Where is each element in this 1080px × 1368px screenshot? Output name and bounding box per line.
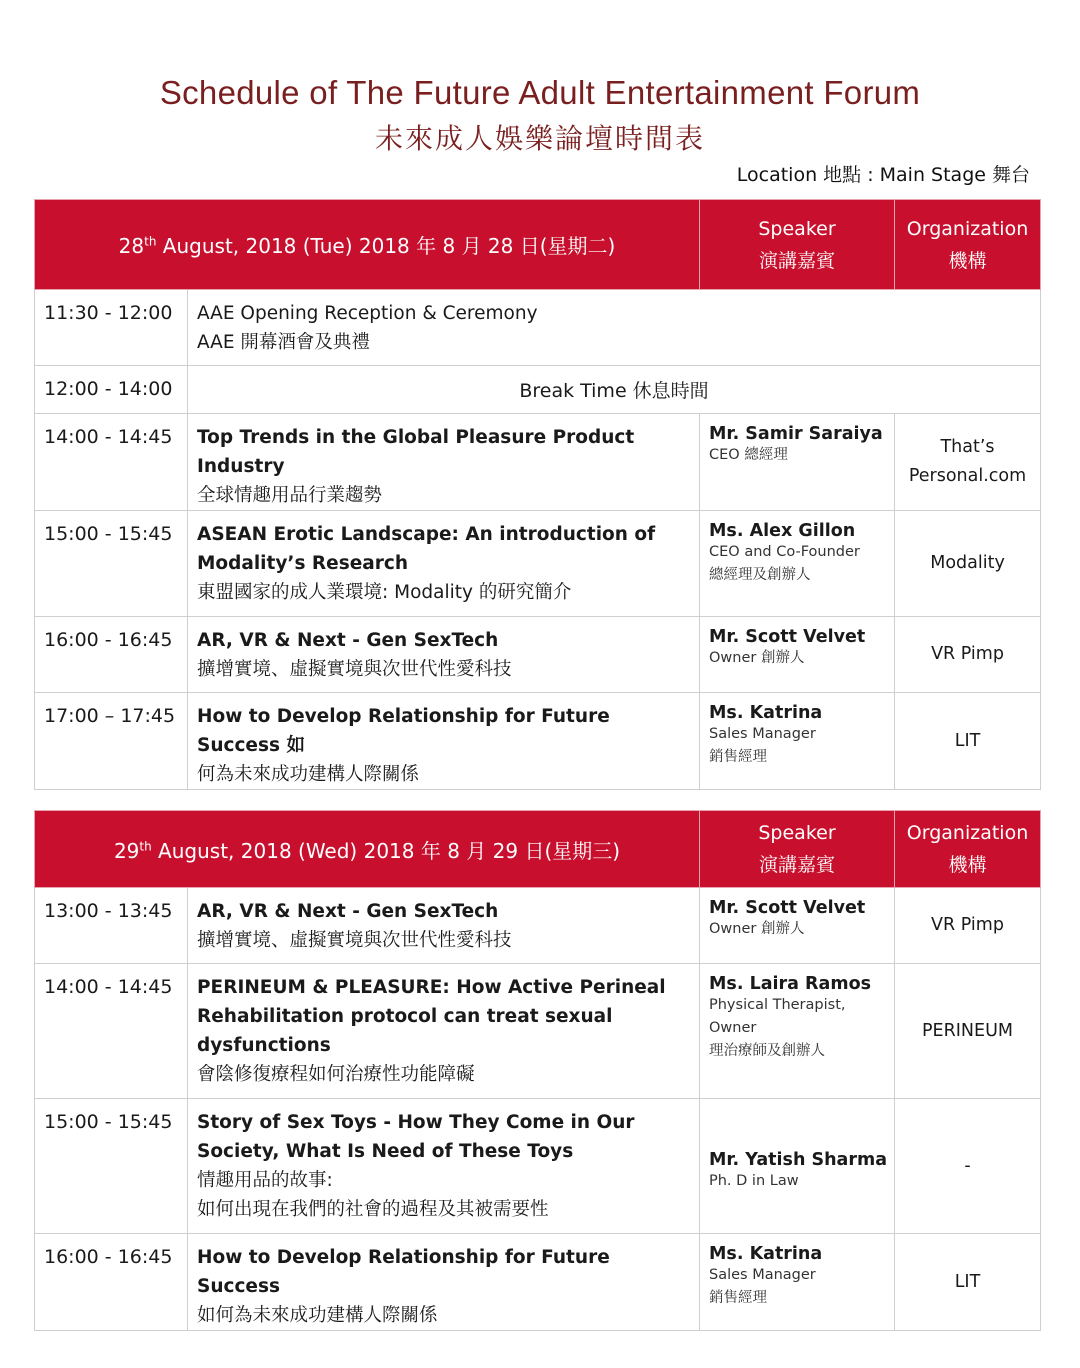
session-title-en: Top Trends in the Global Pleasure Product Industry xyxy=(197,427,635,477)
date-suffix: th xyxy=(144,234,157,249)
organization-cell: Modality xyxy=(895,511,1041,617)
speaker-name: Ms. Katrina xyxy=(709,1244,823,1264)
session-cell xyxy=(188,888,700,964)
session-title-zh: AAE 開幕酒會及典禮 xyxy=(197,332,370,353)
speaker-name: Ms. Alex Gillon xyxy=(709,521,856,541)
organization-header xyxy=(895,811,1041,888)
date-header xyxy=(35,811,700,888)
organization-cell: LIT xyxy=(895,693,1041,790)
session-title-en: AAE Opening Reception & Ceremony xyxy=(197,303,538,324)
session-title-en: AR, VR & Next - Gen SexTech xyxy=(197,630,499,651)
organization-cell: VR Pimp xyxy=(895,617,1041,693)
time-cell: 16:00 - 16:45 xyxy=(35,1234,188,1331)
time-cell: 17:00 – 17:45 xyxy=(35,693,188,790)
session-title-en: ASEAN Erotic Landscape: An introduction of Modality’s Research xyxy=(197,524,656,574)
organization-name: That’s xyxy=(940,437,995,457)
table-row xyxy=(35,964,1041,1099)
speaker-role: Sales Manager xyxy=(709,726,816,742)
organization-cell: PERINEUM xyxy=(895,964,1041,1099)
session-title-zh: 擴增實境、虛擬實境與次世代性愛科技 xyxy=(197,930,512,951)
date-suffix: th xyxy=(139,838,152,853)
time-cell: 13:00 - 13:45 xyxy=(35,888,188,964)
speaker-cell xyxy=(700,693,895,790)
table-row xyxy=(35,290,1041,366)
time-cell: 16:00 - 16:45 xyxy=(35,617,188,693)
session-cell xyxy=(188,414,700,511)
organization-cell: - xyxy=(895,1099,1041,1234)
speaker-name: Mr. Yatish Sharma xyxy=(709,1149,888,1170)
session-cell xyxy=(188,1099,700,1234)
speaker-header-zh: 演講嘉賓 xyxy=(759,249,836,272)
speaker-header xyxy=(700,200,895,290)
speaker-role: Sales Manager xyxy=(709,1267,816,1283)
time-cell: 14:00 - 14:45 xyxy=(35,964,188,1099)
time-cell: 15:00 - 15:45 xyxy=(35,1099,188,1234)
session-title-zh: 東盟國家的成人業環境: Modality 的研究簡介 xyxy=(197,582,572,603)
speaker-cell xyxy=(700,888,895,964)
speaker-role: CEO 總經理 xyxy=(709,447,788,463)
time-cell: 11:30 - 12:00 xyxy=(35,290,188,366)
speaker-role: Physical Therapist, xyxy=(709,997,846,1013)
date-rest: August, 2018 (Tue) 2018 年 8 月 28 日(星期二) xyxy=(156,234,616,258)
session-cell xyxy=(188,1234,700,1331)
session-cell xyxy=(188,693,700,790)
date-header xyxy=(35,200,700,290)
session-title-en: PERINEUM & PLEASURE: How Active Perineal Rehabilitation protocol can treat sexual dysfunctions xyxy=(197,977,666,1056)
organization-cell: LIT xyxy=(895,1234,1041,1331)
session-title-zh: 全球情趣用品行業趨勢 xyxy=(197,485,383,506)
speaker-header xyxy=(700,811,895,888)
session-cell xyxy=(188,617,700,693)
time-cell: 14:00 - 14:45 xyxy=(35,414,188,511)
date-day: 29 xyxy=(113,838,140,863)
table-row xyxy=(35,693,1041,790)
speaker-name: Mr. Samir Saraiya xyxy=(709,424,883,444)
session-title-en: How to Develop Relationship for Future Success xyxy=(197,1247,610,1297)
speaker-cell xyxy=(700,1099,895,1234)
speaker-cell xyxy=(700,1234,895,1331)
speaker-name: Mr. Scott Velvet xyxy=(709,627,866,647)
date-rest: August, 2018 (Wed) 2018 年 8 月 29 日(星期三) xyxy=(151,838,621,863)
organization-name-cont: Personal.com xyxy=(908,466,1027,486)
speaker-role: Owner 創辦人 xyxy=(709,921,805,937)
table-row xyxy=(35,1099,1041,1234)
table-row xyxy=(35,617,1041,693)
session-cell xyxy=(188,290,1041,366)
speaker-role-zh: 銷售經理 xyxy=(709,749,768,765)
speaker-cell xyxy=(700,414,895,511)
speaker-header-en: Speaker xyxy=(758,822,836,844)
speaker-role-zh: 理治療師及創辦人 xyxy=(709,1043,825,1059)
speaker-role-cont: Owner xyxy=(709,1020,757,1036)
speaker-role-zh: 總經理及創辦人 xyxy=(709,567,811,583)
organization-cell xyxy=(895,414,1041,511)
session-title-zh: 如何為未來成功建構人際關係 xyxy=(197,1305,438,1326)
speaker-cell xyxy=(700,617,895,693)
session-cell xyxy=(188,511,700,617)
session-cell xyxy=(188,964,700,1099)
break-cell: Break Time 休息時間 xyxy=(188,366,1041,414)
organization-cell: VR Pimp xyxy=(895,888,1041,964)
page-title: Schedule of The Future Adult Entertainment Forum xyxy=(159,74,921,111)
speaker-cell xyxy=(700,964,895,1099)
speaker-role: Ph. D in Law xyxy=(709,1172,799,1189)
session-title-zh-cont: 如何出現在我們的社會的過程及其被需要性 xyxy=(197,1199,549,1220)
session-title-zh: 何為未來成功建構人際關係 xyxy=(197,764,420,785)
page-subtitle: 未來成人娛樂論壇時間表 xyxy=(374,122,705,155)
speaker-header-en: Speaker xyxy=(758,217,836,240)
session-title-en: AR, VR & Next - Gen SexTech xyxy=(197,901,499,922)
speaker-role-zh: 銷售經理 xyxy=(709,1290,767,1306)
schedule-table-day2 xyxy=(34,810,1041,1331)
table-row xyxy=(35,1234,1041,1331)
speaker-name: Ms. Katrina xyxy=(709,703,823,723)
organization-header-en: Organization xyxy=(906,822,1029,844)
schedule-table-day1 xyxy=(34,199,1041,790)
table-row xyxy=(35,414,1041,511)
session-title-zh: 會陰修復療程如何治療性功能障礙 xyxy=(197,1064,475,1085)
speaker-cell xyxy=(700,511,895,617)
time-cell: 15:00 - 15:45 xyxy=(35,511,188,617)
table-header-row xyxy=(35,200,1041,290)
organization-header-zh: 機構 xyxy=(948,249,987,272)
speaker-role: CEO and Co-Founder xyxy=(709,544,860,560)
table-row xyxy=(35,511,1041,617)
speaker-name: Ms. Laira Ramos xyxy=(709,974,872,994)
location-label: Location 地點 : Main Stage 舞台 xyxy=(736,164,1030,186)
session-title-en: How to Develop Relationship for Future Success 如 xyxy=(197,706,610,756)
speaker-name: Mr. Scott Velvet xyxy=(709,898,866,918)
table-header-row xyxy=(35,811,1041,888)
speaker-header-zh: 演講嘉賓 xyxy=(758,854,835,876)
session-title-zh: 情趣用品的故事: xyxy=(197,1170,333,1191)
session-title-en: Story of Sex Toys - How They Come in Our Society, What Is Need of These Toys xyxy=(197,1112,635,1162)
speaker-role: Owner 創辦人 xyxy=(709,650,805,666)
session-title-zh: 擴增實境、虛擬實境與次世代性愛科技 xyxy=(197,659,512,680)
organization-header xyxy=(895,200,1041,290)
time-cell: 12:00 - 14:00 xyxy=(35,366,188,414)
table-row xyxy=(35,366,1041,414)
organization-header-en: Organization xyxy=(906,217,1029,240)
table-row xyxy=(35,888,1041,964)
organization-header-zh: 機構 xyxy=(948,854,987,876)
date-day: 28 xyxy=(118,234,145,258)
